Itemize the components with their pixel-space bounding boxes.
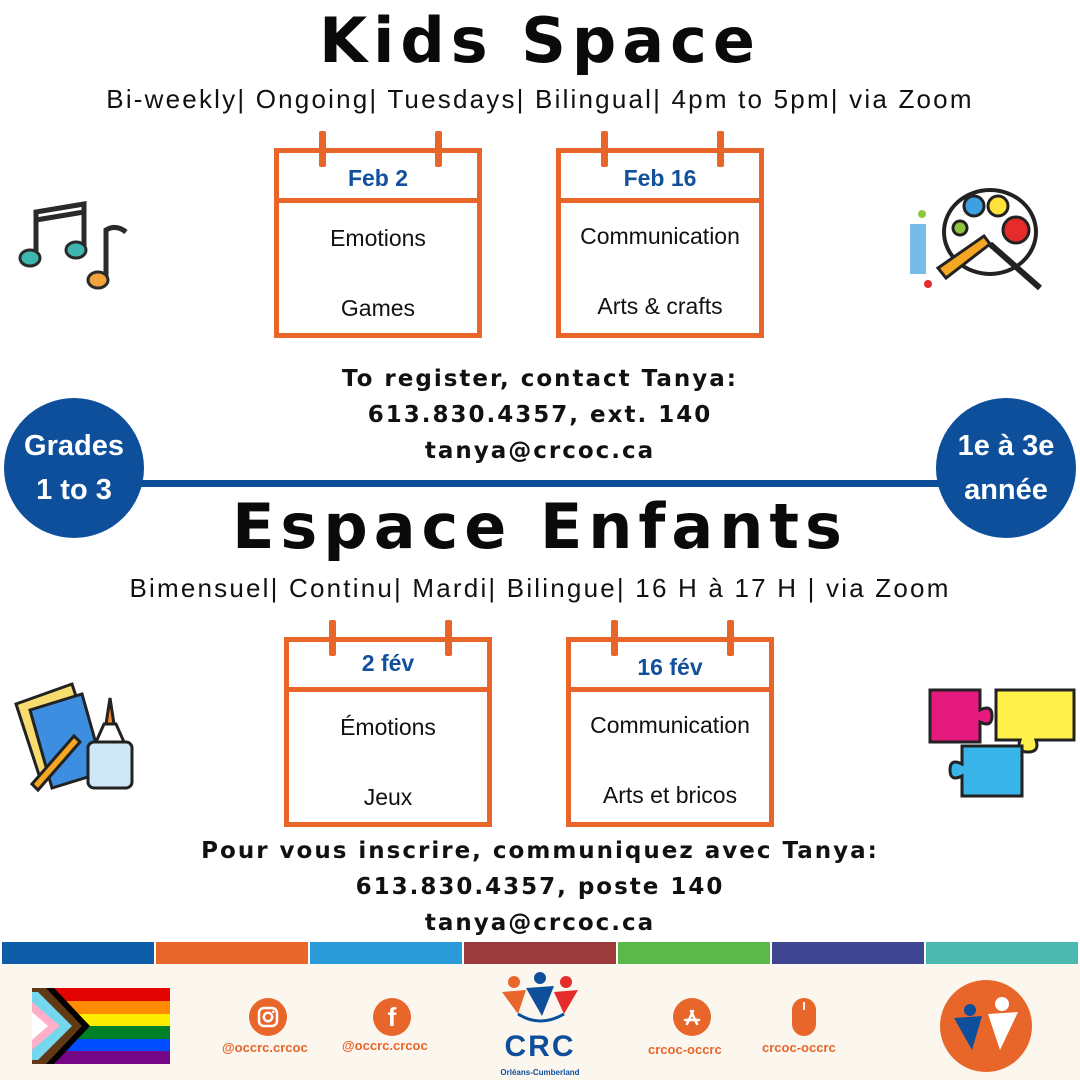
calendar-activity: Arts & crafts bbox=[597, 293, 723, 319]
crc-logo-text: CRC bbox=[504, 1030, 576, 1063]
instagram-icon[interactable] bbox=[249, 998, 287, 1036]
craft-supplies-icon bbox=[12, 680, 142, 796]
email-text-fr: tanya@crcoc.ca bbox=[424, 910, 656, 936]
facebook-icon[interactable]: f bbox=[373, 998, 411, 1036]
english-title: Kids Space bbox=[319, 4, 761, 77]
calendar-date: 16 fév bbox=[637, 654, 703, 680]
grades-line-1: Grades bbox=[24, 430, 124, 462]
crc-logo-figures-icon bbox=[498, 970, 582, 1034]
calendar-topic: Communication bbox=[580, 223, 740, 249]
calendar-date: 2 fév bbox=[361, 650, 415, 676]
divider-line bbox=[140, 480, 940, 487]
app-handle[interactable]: crcoc-occrc bbox=[648, 1042, 722, 1057]
facebook-handle[interactable]: @occrc.crcoc bbox=[342, 1038, 428, 1053]
calendar-activity: Jeux bbox=[363, 784, 413, 810]
grades-line-2: année bbox=[964, 474, 1048, 506]
instagram-handle[interactable]: @occrc.crcoc bbox=[222, 1040, 308, 1055]
puzzle-pieces-icon bbox=[926, 684, 1080, 800]
stripe-segment bbox=[926, 942, 1078, 964]
register-text-fr: Pour vous inscrire, communiquez avec Tanya: bbox=[201, 838, 879, 864]
calendar-topic: Communication bbox=[590, 712, 750, 738]
mouse-icon[interactable] bbox=[790, 996, 818, 1038]
stripe-segment bbox=[772, 942, 924, 964]
grades-line-1: 1e à 3e bbox=[957, 430, 1055, 462]
crc-circle-logo-icon bbox=[938, 978, 1034, 1074]
footer bbox=[0, 964, 1080, 1080]
app-store-icon[interactable] bbox=[673, 998, 711, 1036]
calendar-2-fev bbox=[284, 637, 492, 827]
calendar-16-fev bbox=[566, 637, 774, 827]
calendar-topic: Emotions bbox=[330, 225, 426, 251]
stripe-segment bbox=[2, 942, 154, 964]
stripe-segment bbox=[464, 942, 616, 964]
calendar-date: Feb 2 bbox=[347, 165, 409, 191]
paint-palette-icon bbox=[908, 184, 1048, 296]
calendar-feb-16 bbox=[556, 148, 764, 338]
web-handle[interactable]: crcoc-occrc bbox=[762, 1040, 836, 1055]
music-notes-icon bbox=[18, 200, 130, 296]
register-text: To register, contact Tanya: bbox=[341, 366, 738, 392]
calendar-topic: Émotions bbox=[340, 714, 436, 740]
calendar-activity: Games bbox=[340, 295, 416, 321]
calendar-feb-2 bbox=[274, 148, 482, 338]
french-subtitle: Bimensuel| Continu| Mardi| Bilingue| 16 H à 17 H | via Zoom bbox=[129, 573, 951, 603]
stripe-segment bbox=[156, 942, 308, 964]
calendar-date: Feb 16 bbox=[623, 165, 697, 191]
calendar-activity: Arts et bricos bbox=[602, 782, 738, 808]
crc-logo-subtext: Orléans-Cumberland bbox=[500, 1068, 580, 1077]
grades-line-2: 1 to 3 bbox=[36, 474, 112, 506]
french-title: Espace Enfants bbox=[232, 490, 848, 563]
phone-text-fr: 613.830.4357, poste 140 bbox=[355, 874, 725, 900]
stripe-segment bbox=[310, 942, 462, 964]
email-text: tanya@crcoc.ca bbox=[424, 438, 656, 464]
stripe-segment bbox=[618, 942, 770, 964]
pride-flag-icon bbox=[32, 988, 170, 1064]
english-subtitle: Bi-weekly| Ongoing| Tuesdays| Bilingual| 4pm to 5pm| via Zoom bbox=[106, 84, 974, 114]
phone-text: 613.830.4357, ext. 140 bbox=[367, 402, 713, 428]
